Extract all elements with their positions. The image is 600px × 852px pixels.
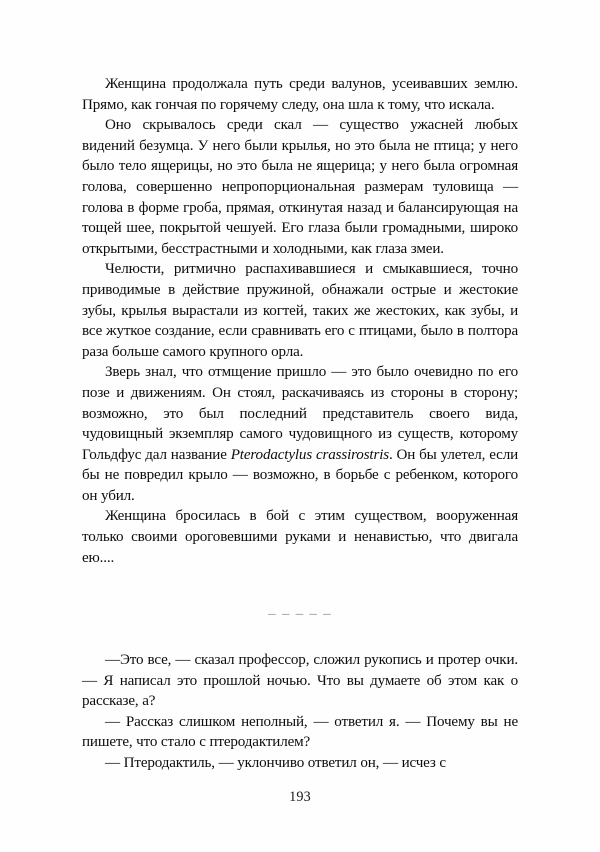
main-text-block <box>82 74 518 568</box>
paragraph-5: Женщина бросилась в бой с этим существом, вооруженная только своими ороговевшими руками и ненавистью, что двигала ею.... <box>82 508 518 566</box>
paragraph-4 <box>82 362 518 506</box>
dialogue-paragraph-3: — Птеродактиль, — уклончиво ответил он, — исчез с <box>105 754 446 771</box>
dialogue-paragraph-1: —Это все, — сказал профессор, сложил рукопись и протер очки. — Я написал это прошлой ночью. Что вы думаете об этом как о рассказе, а? <box>82 652 518 710</box>
species-name-italic: Pterodactylus crassirostris <box>230 446 389 463</box>
section-break-dashes: – – – – – <box>268 606 332 622</box>
paragraph-1: Женщина продолжала путь среди валунов, усеивавших землю. Прямо, как гончая по горячему следу, она шла к тому, что искала. <box>82 76 518 113</box>
paragraph-3: Челюсти, ритмично распахивавшиеся и смыкавшиеся, точно приводимые в действие пружиной, обнажали острые и жестокие зубы, крылья вырастали из когтей, таких же жестоких, как зубы, и все жуткое создание, если сравнивать его с птицами, было в полтора раза больше самого крупного орла. <box>82 261 518 360</box>
paragraph-4-text-before-species: Зверь знал, что отмщение пришло — это было очевидно по его позе и движениям. Он стоял, раскачиваясь из стороны в сторону; возможно, это был последний представитель своего вида, чудовищный экземпляр самого чудовищного из существ, которому Гольдфус дал название <box>82 364 518 463</box>
page-number: 193 <box>289 789 311 805</box>
section-break-divider <box>82 604 518 624</box>
dialogue-paragraph-2: — Рассказ слишком неполный, — ответил я. — Почему вы не пишете, что стало с птеродактилем? <box>82 713 518 751</box>
dialogue-text-block <box>82 650 518 774</box>
paragraph-2: Оно скрывалось среди скал — существо ужасней любых видений безумца. У него были крылья, но это была не птица; у него было тело ящерицы, но это была не ящерица; у него была огромная голова, совершенно непропорциональная размерам туловища — голова в форме гроба, прямая, откинутая назад и балансирующая на тощей шее, покрытой чешуей. Его глаза были громадными, широко открытыми, бесстрастными и холодными, как глаза змеи. <box>82 117 518 257</box>
paragraph-4-text-after-species: . Он бы улетел, если бы не повредил крыло — возможно, в борьбе с ребенком, которого он убил. <box>82 446 519 504</box>
